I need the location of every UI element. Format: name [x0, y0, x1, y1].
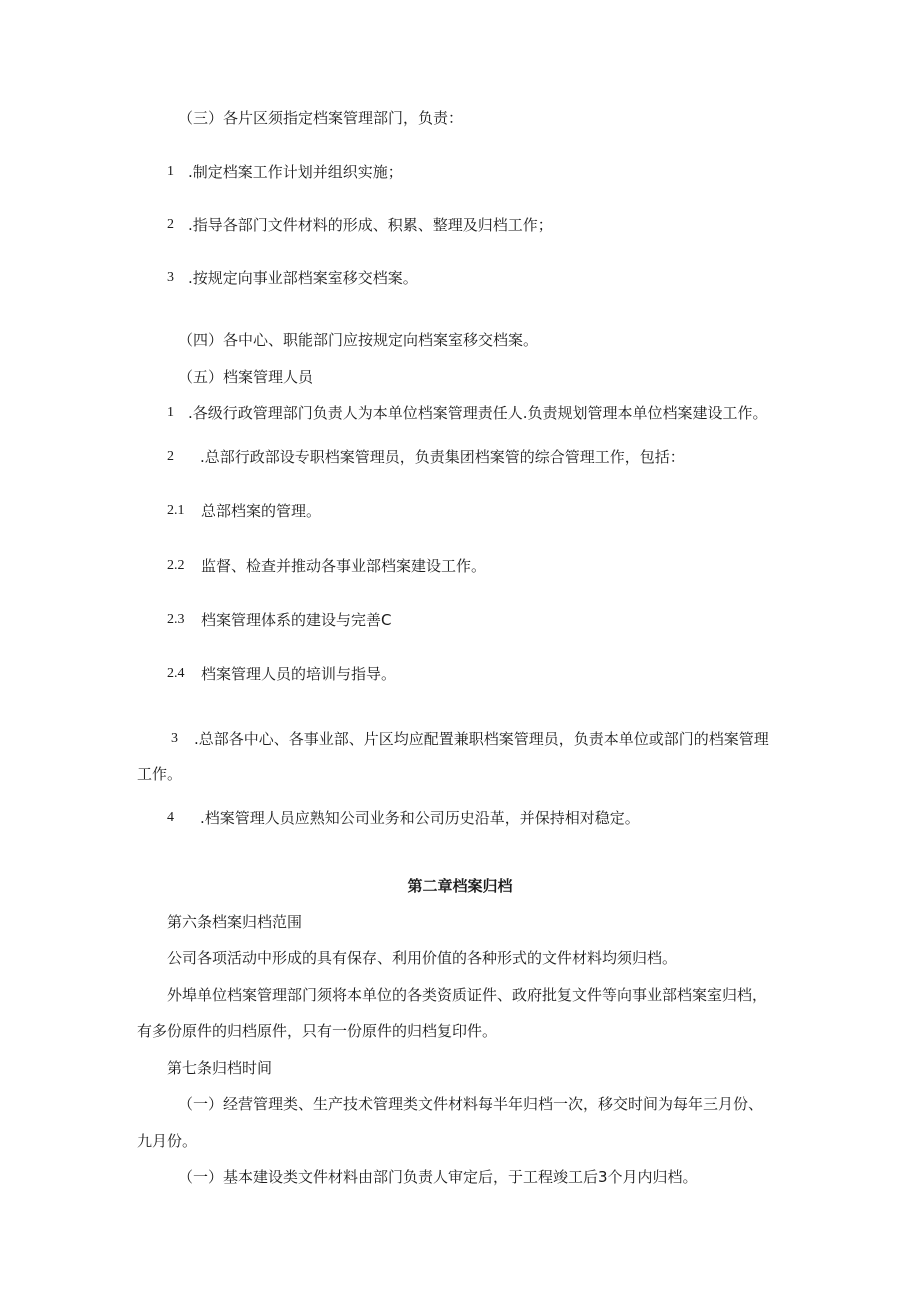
item-number: 2.1: [167, 503, 185, 518]
paragraph-text: .各级行政管理部门负责人为本单位档案管理责任人.负责规划管理本单位档案建设工作。: [188, 404, 768, 422]
paragraph-text: 公司各项活动中形成的具有保存、利用价值的各种形式的文件材料均须归档。: [167, 949, 678, 967]
article-heading: 第七条归档时间: [167, 1059, 273, 1077]
paragraph-section-5-header: （五）档案管理人员: [178, 368, 314, 386]
paragraph-section-4: （四）各中心、职能部门应按规定向档案室移交档案。: [178, 331, 539, 349]
paragraph-text-continuation: 工作。: [137, 765, 183, 783]
paragraph-text: （一）经营管理类、生产技术管理类文件材料每半年归档一次，移交时间为每年三月份、: [178, 1095, 764, 1113]
paragraph-text: .档案管理人员应熟知公司业务和公司历史沿革，并保持相对稳定。: [200, 809, 640, 827]
paragraph-section-3-header: （三）各片区须指定档案管理部门，负责：: [178, 109, 464, 127]
paragraph-text: 档案管理人员的培训与指导。: [201, 665, 397, 683]
paragraph-text: .制定档案工作计划并组织实施；: [188, 163, 403, 181]
paragraph-text: 档案管理体系的建设与完善C: [201, 611, 392, 629]
paragraph-text: 监督、检查并推动各事业部档案建设工作。: [201, 557, 487, 575]
item-number: 1: [167, 405, 174, 420]
item-number: 3: [171, 731, 178, 746]
item-number: 2.3: [167, 612, 185, 627]
item-number: 2: [167, 449, 174, 464]
paragraph-text: .按规定向事业部档案室移交档案。: [188, 269, 418, 287]
item-number: 2.4: [167, 666, 185, 681]
item-number: 3: [167, 270, 174, 285]
article-heading: 第六条档案归档范围: [167, 913, 303, 931]
item-number: 4: [167, 810, 174, 825]
item-number: 1: [167, 164, 174, 179]
paragraph-text-continuation: 有多份原件的归档原件，只有一份原件的归档复印件。: [137, 1022, 498, 1040]
paragraph-text: 总部档案的管理。: [201, 502, 322, 520]
paragraph-text: .指导各部门文件材料的形成、积累、整理及归档工作；: [188, 216, 553, 234]
paragraph-text-continuation: 九月份。: [137, 1132, 198, 1150]
paragraph-text: .总部各中心、各事业部、片区均应配置兼职档案管理员，负责本单位或部门的档案管理: [194, 730, 769, 748]
chapter-heading: 第二章档案归档: [407, 877, 513, 895]
paragraph-text: .总部行政部设专职档案管理员，负责集团档案管的综合管理工作，包括：: [200, 448, 685, 466]
paragraph-text: （一）基本建设类文件材料由部门负责人审定后，于工程竣工后3个月内归档。: [178, 1168, 698, 1186]
item-number: 2.2: [167, 558, 185, 573]
item-number: 2: [167, 217, 174, 232]
paragraph-text: 外埠单位档案管理部门须将本单位的各类资质证件、政府批复文件等向事业部档案室归档，: [167, 986, 768, 1004]
